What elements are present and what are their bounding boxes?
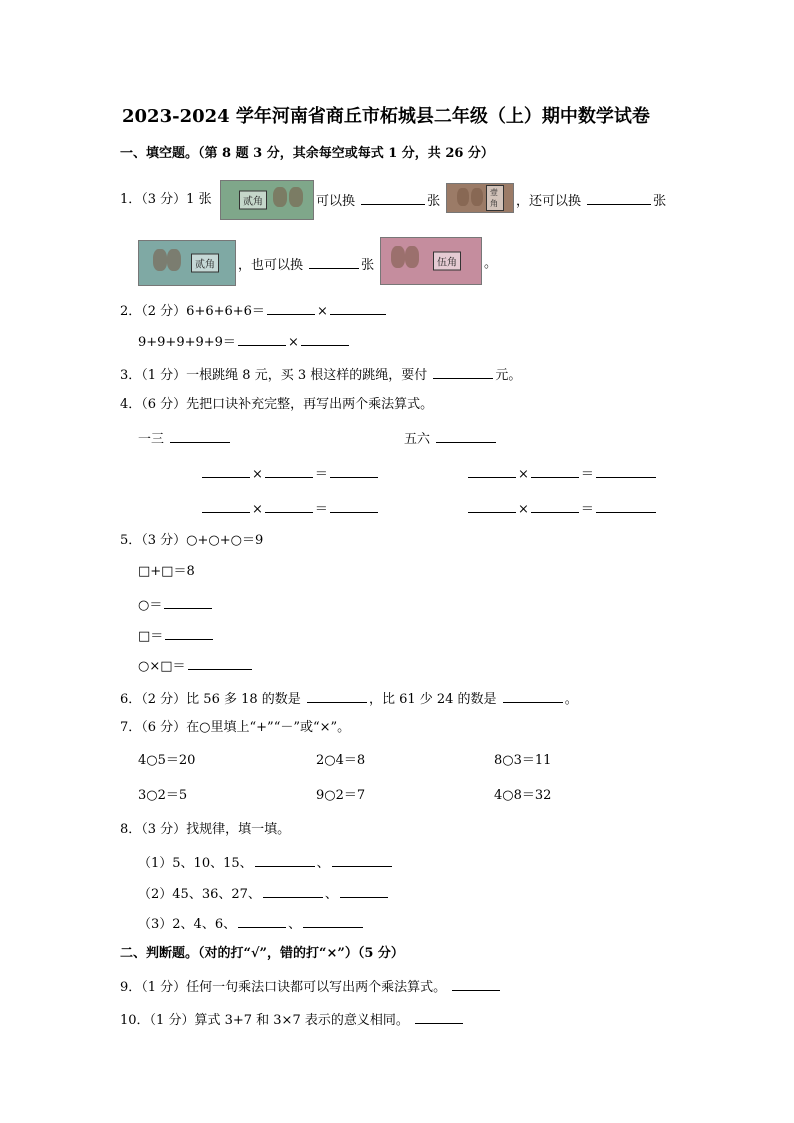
question-2-line-2: 9+9+9+9+9＝ × [138,333,351,351]
banknote-1-jiao-image [446,183,514,213]
answer-blank[interactable] [202,465,250,478]
answer-blank[interactable] [468,465,516,478]
banknote-3-label: 贰角 [191,254,219,273]
q8-row-1: （1）5、10、15、 、 [138,854,394,872]
q1-text-h: 。 [484,256,498,271]
q8-row-3: （3）2、4、6、 、 [138,915,365,933]
answer-blank[interactable] [330,500,378,513]
answer-blank[interactable] [202,500,250,513]
answer-blank[interactable] [468,500,516,513]
q7-item: 4○5＝20 [138,753,196,768]
answer-blank[interactable] [596,500,656,513]
q4-equation-right-2: × ＝ [466,500,658,518]
answer-blank[interactable] [301,333,349,346]
q5-product: ○×□＝ [138,657,254,675]
answer-blank[interactable] [503,690,563,703]
question-6: 6．（2 分）比 56 多 18 的数是 ，比 61 少 24 的数是 。 [120,692,578,707]
q8-row-2: （2）45、36、27、 、 [138,885,390,903]
answer-blank[interactable] [361,192,425,205]
q7-item: 9○2＝7 [316,788,366,803]
answer-blank[interactable] [164,596,212,609]
answer-blank[interactable] [170,430,230,443]
q4-equation-left-1: × ＝ [200,465,380,483]
banknote-5-jiao-image [380,237,482,285]
answer-blank[interactable] [309,256,359,269]
answer-blank[interactable] [265,465,313,478]
q1-text-b: 可以换 张 [316,194,441,209]
q4-equation-left-2: × ＝ [200,500,380,518]
answer-blank[interactable] [238,915,286,928]
q5-square-value: □＝ [138,627,215,645]
q7-item: 4○8＝32 [494,788,552,803]
section-true-false-title: 二、判断题。（对的打“√”，错的打“×”）（5 分） [120,946,404,961]
banknote-2-jiao-image [220,180,314,220]
banknote-2-label: 壹角 [486,185,504,211]
answer-blank[interactable] [263,885,323,898]
answer-blank[interactable] [267,302,315,315]
q5-square-sum: □+□＝8 [138,564,195,579]
answer-blank[interactable] [531,500,579,513]
q7-item: 3○2＝5 [138,788,188,803]
q7-item: 8○3＝11 [494,753,552,768]
page-title: 2023-2024 学年河南省商丘市柘城县二年级（上）期中数学试卷 [122,106,650,127]
q4-rhyme-right: 五六 [404,430,498,448]
question-8: 8．（3 分）找规律，填一填。 [120,822,291,837]
section-fill-in-title: 一、填空题。（第 8 题 3 分，其余每空或每式 1 分，共 26 分） [120,146,494,161]
answer-blank[interactable] [531,465,579,478]
answer-blank[interactable] [587,192,651,205]
question-10: 10．（1 分）算式 3+7 和 3×7 表示的意义相同。 [120,1011,465,1029]
answer-blank[interactable] [303,915,363,928]
answer-blank[interactable] [596,465,656,478]
q1-text-f: ，也可以换 张 [238,258,375,273]
q5-circle-value: ○＝ [138,596,214,614]
q4-equation-right-1: × ＝ [466,465,658,483]
answer-blank[interactable] [265,500,313,513]
banknote-1-label: 贰角 [239,191,267,210]
question-5: 5．（3 分）○+○+○＝9 [120,533,264,548]
question-9: 9．（1 分）任何一句乘法口诀都可以写出两个乘法算式。 [120,978,502,996]
q7-item: 2○4＝8 [316,753,366,768]
answer-blank[interactable] [452,978,500,991]
answer-blank[interactable] [332,854,392,867]
answer-blank[interactable] [330,302,386,315]
answer-blank[interactable] [255,854,315,867]
question-3: 3．（1 分）一根跳绳 8 元，买 3 根这样的跳绳，要付 元。 [120,368,522,383]
question-1-line-1 [120,192,212,208]
answer-blank[interactable] [307,690,367,703]
q1-text-d: ，还可以换 张 [516,194,667,209]
question-4: 4．（6 分）先把口诀补充完整，再写出两个乘法算式。 [120,397,434,412]
q1-text-a: 1．（3 分）1 张 [120,192,212,207]
answer-blank[interactable] [433,366,493,379]
question-2-line-1: 2．（2 分）6+6+6+6＝ × [120,302,388,320]
answer-blank[interactable] [415,1011,463,1024]
answer-blank[interactable] [238,333,286,346]
answer-blank[interactable] [340,885,388,898]
banknote-2-jiao-image-b [138,240,236,286]
answer-blank[interactable] [188,657,252,670]
answer-blank[interactable] [165,627,213,640]
answer-blank[interactable] [436,430,496,443]
answer-blank[interactable] [330,465,378,478]
q4-rhyme-left: 一三 [138,430,232,448]
question-7: 7．（6 分）在○里填上“+”“－”或“×”。 [120,720,351,735]
banknote-4-label: 伍角 [433,252,461,271]
